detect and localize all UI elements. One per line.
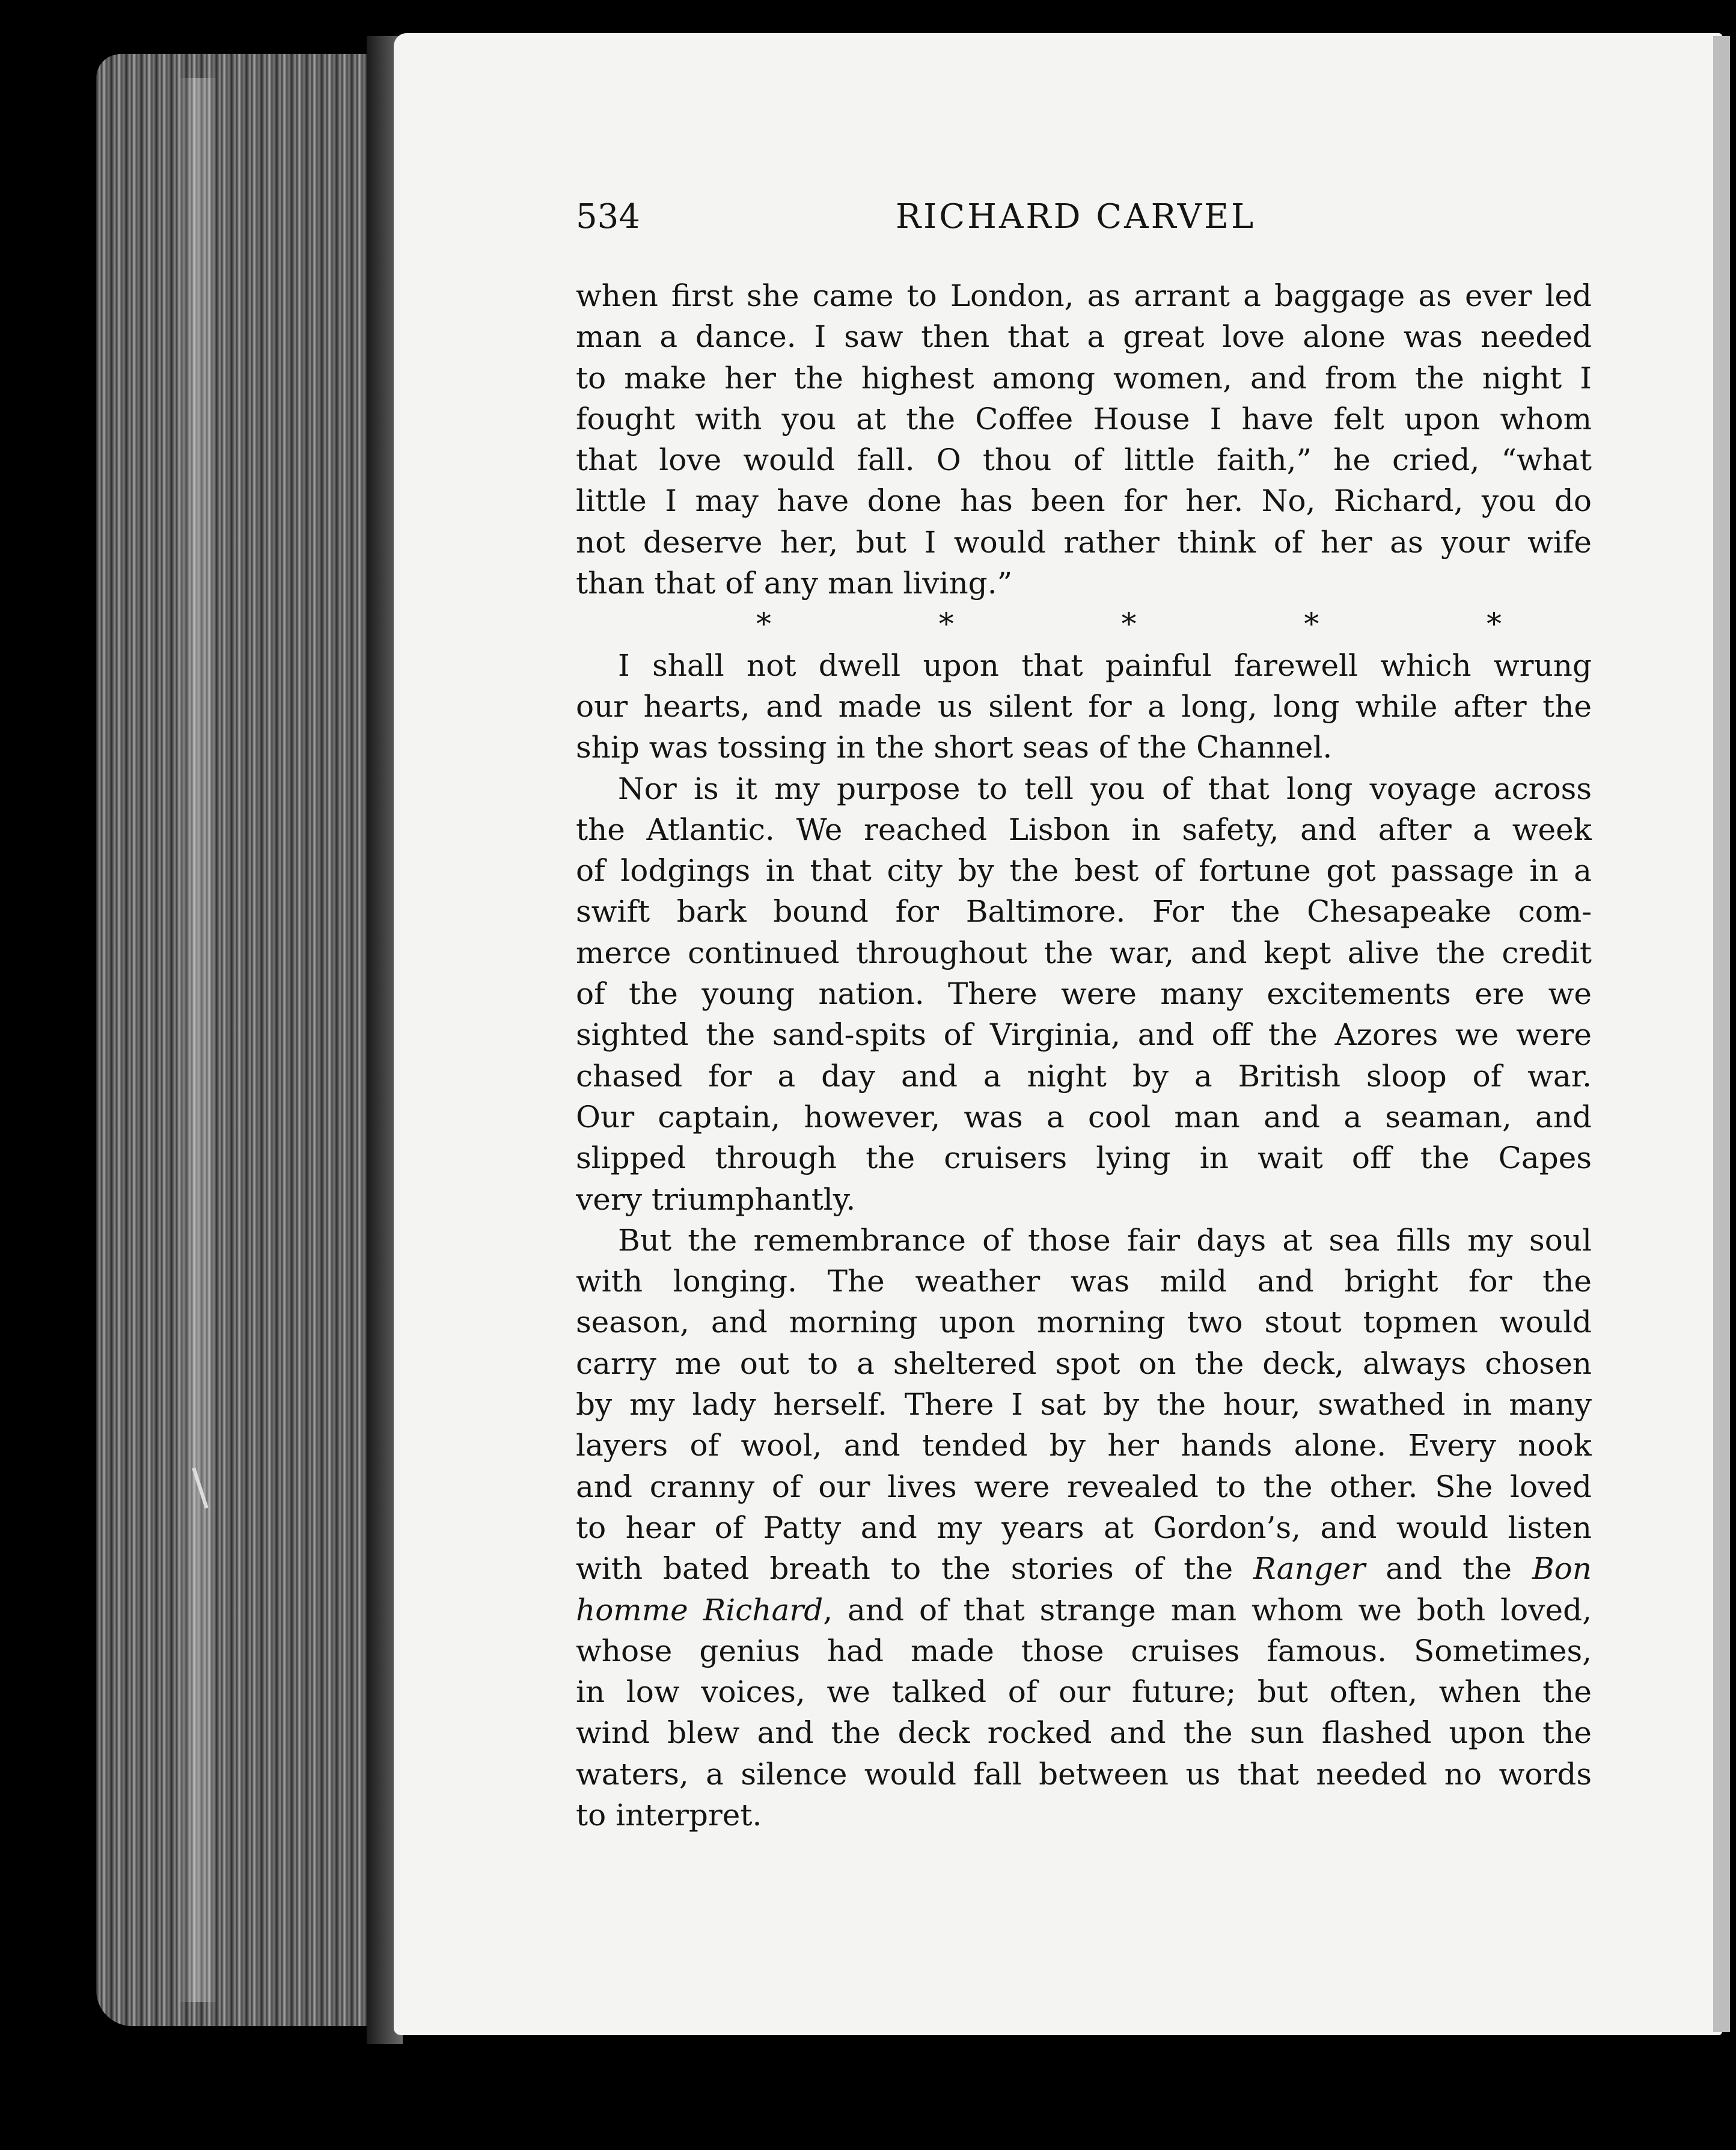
text-line: the Atlantic. We reached Lisbon in safety, and after a week bbox=[576, 812, 1592, 847]
text-line: of the young nation. There were many excitements ere we bbox=[576, 976, 1592, 1012]
text-line: Our captain, however, was a cool man and a seaman, and bbox=[576, 1099, 1592, 1135]
text-line-with-italics bbox=[576, 1590, 1592, 1631]
text-line: than that of any man living.” bbox=[576, 566, 1013, 601]
page-number: 534 bbox=[576, 197, 640, 236]
text-line: sighted the sand-spits of Virginia, and off the Azores we were bbox=[576, 1017, 1592, 1053]
text-line: by my lady herself. There I sat by the hour, swathed in many bbox=[576, 1387, 1592, 1423]
text-line: layers of wool, and tended by her hands alone. Every nook bbox=[576, 1428, 1592, 1463]
italic-ship-name: Bon bbox=[1532, 1551, 1592, 1587]
text-line: fought with you at the Coffee House I have felt upon whom bbox=[576, 401, 1592, 436]
text-line-with-italics bbox=[576, 1548, 1592, 1589]
text-line: waters, a silence would fall between us that needed no words bbox=[576, 1756, 1592, 1792]
text-line: in low voices, we talked of our future; but often, when the bbox=[576, 1674, 1592, 1710]
page-edges bbox=[96, 54, 397, 2026]
page-edge-highlight bbox=[180, 78, 216, 2002]
text-line: to hear of Patty and my years at Gordon’s, and would listen bbox=[576, 1510, 1592, 1545]
running-head bbox=[576, 197, 1261, 245]
text-segment: and the bbox=[1365, 1551, 1532, 1587]
italic-ship-name: Ranger bbox=[1253, 1551, 1366, 1587]
text-line: that love would fall. O thou of little faith,” he cried, “what bbox=[576, 443, 1592, 478]
asterisk: * bbox=[1121, 607, 1137, 642]
text-line: very triumphantly. bbox=[576, 1181, 856, 1217]
text-segment: , and of that strange man whom we both loved, bbox=[823, 1592, 1592, 1628]
text-line: little I may have done has been for her. No, Richard, you do bbox=[576, 483, 1592, 519]
text-line: slipped through the cruisers lying in wait off the Capes bbox=[576, 1141, 1592, 1176]
running-title: RICHARD CARVEL bbox=[896, 197, 1256, 236]
body-text bbox=[576, 275, 1592, 1836]
text-line: man a dance. I saw then that a great love alone was needed bbox=[576, 319, 1592, 355]
asterisk: * bbox=[938, 607, 954, 642]
text-line: merce continued throughout the war, and kept alive the credit bbox=[576, 935, 1592, 970]
text-line: But the remembrance of those fair days at sea fills my soul bbox=[618, 1222, 1592, 1258]
text-line: whose genius had made those cruises famous. Sometimes, bbox=[576, 1633, 1592, 1668]
section-break bbox=[576, 604, 1592, 645]
text-line: with longing. The weather was mild and bright for the bbox=[576, 1264, 1592, 1299]
text-line: carry me out to a sheltered spot on the deck, always chosen bbox=[576, 1346, 1592, 1381]
text-line: of lodgings in that city by the best of fortune got passage in a bbox=[576, 853, 1592, 889]
italic-ship-name: homme Richard bbox=[576, 1592, 824, 1628]
text-line: season, and morning upon morning two stout topmen would bbox=[576, 1305, 1592, 1340]
text-line: chased for a day and a night by a British sloop of war. bbox=[576, 1058, 1592, 1094]
page-right-edge bbox=[1713, 36, 1730, 2032]
text-line: when first she came to London, as arrant a baggage as ever led bbox=[576, 278, 1592, 313]
text-line: Nor is it my purpose to tell you of that long voyage across bbox=[618, 771, 1592, 806]
text-line: ship was tossing in the short seas of the Channel. bbox=[576, 730, 1333, 765]
asterisk: * bbox=[756, 607, 771, 642]
text-line: to interpret. bbox=[576, 1797, 762, 1833]
text-segment: with bated breath to the stories of the bbox=[576, 1551, 1253, 1587]
asterisk: * bbox=[1487, 607, 1502, 642]
text-line: swift bark bound for Baltimore. For the Chesapeake com- bbox=[576, 894, 1592, 930]
text-line: and cranny of our lives were revealed to the other. She loved bbox=[576, 1469, 1592, 1504]
text-line: our hearts, and made us silent for a long, long while after the bbox=[576, 688, 1592, 724]
text-line: I shall not dwell upon that painful farewell which wrung bbox=[618, 648, 1592, 683]
text-line: wind blew and the deck rocked and the sun flashed upon the bbox=[576, 1715, 1592, 1751]
text-line: to make her the highest among women, and from the night I bbox=[576, 360, 1592, 396]
asterisk: * bbox=[1304, 607, 1319, 642]
text-line: not deserve her, but I would rather think of her as your wife bbox=[576, 524, 1592, 560]
